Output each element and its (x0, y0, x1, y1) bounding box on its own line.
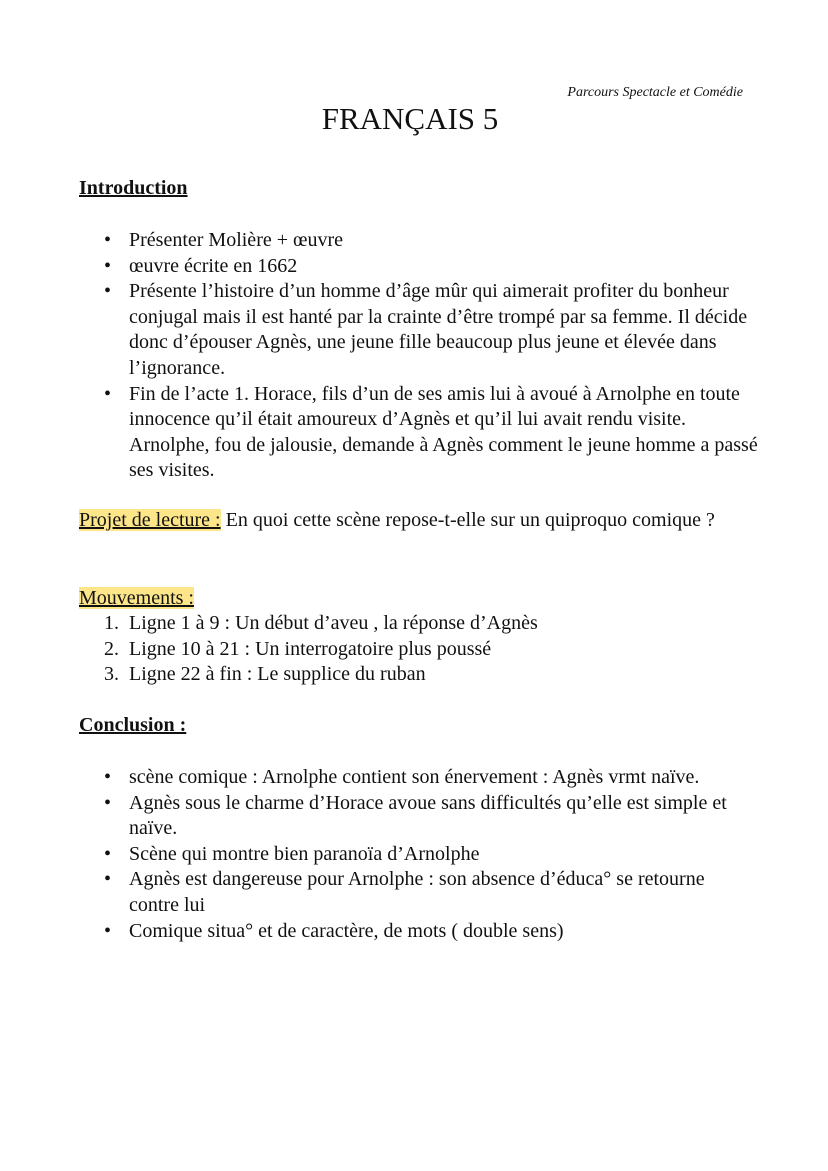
item-number: 1. (104, 612, 119, 634)
movements-heading-label: Mouvements : (79, 587, 194, 609)
item-text: Ligne 1 à 9 : Un début d’aveu , la réponse d’Agnès (129, 612, 538, 634)
conclusion-heading: Conclusion : (79, 714, 187, 736)
reading-project-label: Projet de lecture : (79, 509, 221, 531)
introduction-heading: Introduction (79, 177, 188, 199)
list-item: • Présenter Molière + œuvre (104, 228, 759, 254)
list-item (104, 611, 754, 637)
list-item: • Fin de l’acte 1. Horace, fils d’un de ses amis lui à avoué à Arnolphe en toute innocence qu’il était amoureux d’Agnès et qu’il lui avait rendu visite. Arnolphe, fou de jalousie, demande à Agnès comment le jeune homme a passé ses visites. (104, 382, 759, 484)
course-subtitle: Parcours Spectacle et Comédie (567, 85, 743, 100)
item-number: 2. (104, 637, 119, 660)
list-item (104, 662, 754, 688)
list-item: • Scène qui montre bien paranoïa d’Arnolphe (104, 842, 744, 868)
list-item (104, 637, 754, 663)
list-item: • scène comique : Arnolphe contient son énervement : Agnès vrmt naïve. (104, 765, 744, 791)
introduction-list (104, 228, 759, 484)
list-item: • Agnès sous le charme d’Horace avoue sans difficultés qu’elle est simple et naïve. (104, 791, 744, 842)
reading-project-text: En quoi cette scène repose-t-elle sur un quiproquo comique ? (220, 509, 715, 531)
movements-heading (79, 586, 194, 612)
conclusion-list (104, 765, 744, 944)
list-item: • Présente l’histoire d’un homme d’âge mûr qui aimerait profiter du bonheur conjugal mais il est hanté par la crainte d’être trompé par sa femme. Il décide donc d’épouser Agnès, une jeune fille beaucoup plus jeune et élevée dans l’ignorance. (104, 279, 759, 381)
item-text: Ligne 22 à fin : Le supplice du ruban (129, 663, 426, 686)
list-item: • Comique situa° et de caractère, de mots ( double sens) (104, 919, 744, 945)
list-item: • Agnès est dangereuse pour Arnolphe : son absence d’éduca° se retourne contre lui (104, 867, 744, 918)
reading-project (79, 508, 719, 534)
item-number: 3. (104, 663, 119, 686)
list-item: • œuvre écrite en 1662 (104, 254, 759, 280)
item-text: Ligne 10 à 21 : Un interrogatoire plus poussé (129, 637, 492, 660)
page-title: FRANÇAIS 5 (321, 101, 499, 136)
movements-list (104, 611, 754, 688)
